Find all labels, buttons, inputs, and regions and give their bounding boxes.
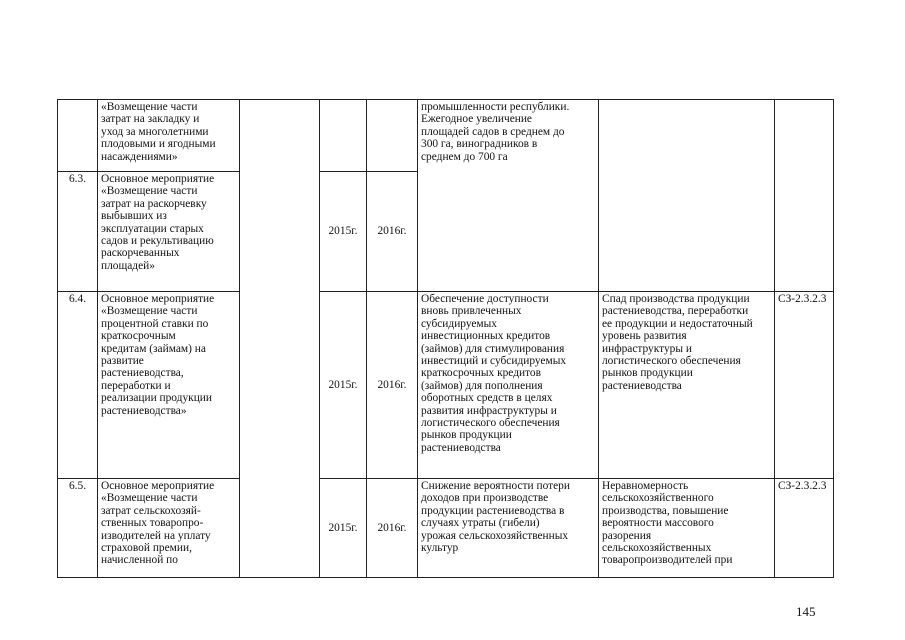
measure-cell: Основное мероприятие «Возмещение части затрат на раскорчевку выбывших из эксплуатации старых садов и рекультивацию раскорчеванных площадей» <box>98 172 240 292</box>
result-cell: промышленности республики. Ежегодное увеличение площадей садов в среднем до 300 га, виноградников в среднем до 700 га <box>418 100 599 292</box>
row-number: 6.4. <box>58 292 98 479</box>
start-year: 2015г. <box>320 479 367 578</box>
table-row <box>58 292 834 479</box>
end-year <box>367 100 418 172</box>
measure-cell: «Возмещение части затрат на закладку и уход за многолетними плодовыми и ягодными насаждениями» <box>98 100 240 172</box>
indicator-code: СЗ-2.3.2.3 <box>775 292 834 479</box>
consequence-cell: Неравномерность сельскохозяйственного производства, повышение вероятности массового разорения сельскохозяйственных товаропроизводителей при <box>599 479 775 578</box>
end-year: 2016г. <box>367 172 418 292</box>
start-year <box>320 100 367 172</box>
consequence-cell <box>599 100 775 292</box>
indicator-code: СЗ-2.3.2.3 <box>775 479 834 578</box>
row-number <box>58 100 98 172</box>
measure-cell: Основное мероприятие «Возмещение части затрат сельскохозяй- ственных товаропро- изводителей на уплату страховой премии, начисленной по <box>98 479 240 578</box>
table-row <box>58 100 834 172</box>
start-year: 2015г. <box>320 172 367 292</box>
end-year: 2016г. <box>367 479 418 578</box>
page-number: 145 <box>796 604 816 619</box>
table-row <box>58 479 834 578</box>
measures-table <box>57 99 834 578</box>
end-year: 2016г. <box>367 292 418 479</box>
result-cell: Снижение вероятности потери доходов при производстве продукции растениеводства в случаях утраты (гибели) урожая сельскохозяйственных культур <box>418 479 599 578</box>
executor-cell <box>240 100 320 578</box>
row-number: 6.5. <box>58 479 98 578</box>
start-year: 2015г. <box>320 292 367 479</box>
measure-cell: Основное мероприятие «Возмещение части процентной ставки по краткосрочным кредитам (займам) на развитие растениеводства, переработки и реализации продукции растениеводства» <box>98 292 240 479</box>
row-number: 6.3. <box>58 172 98 292</box>
result-cell: Обеспечение доступности вновь привлеченных субсидируемых инвестиционных кредитов (займов) для стимулирования инвестиций и субсидируемых краткосрочных кредитов (займов) для пополнения оборотных средств в целях развития инфраструктуры и логистического обеспечения рынков продукции растениеводства <box>418 292 599 479</box>
consequence-cell: Спад производства продукции растениеводства, переработки ее продукции и недостаточный уровень развития инфраструктуры и логистического обеспечения рынков продукции растениеводства <box>599 292 775 479</box>
indicator-code <box>775 100 834 292</box>
